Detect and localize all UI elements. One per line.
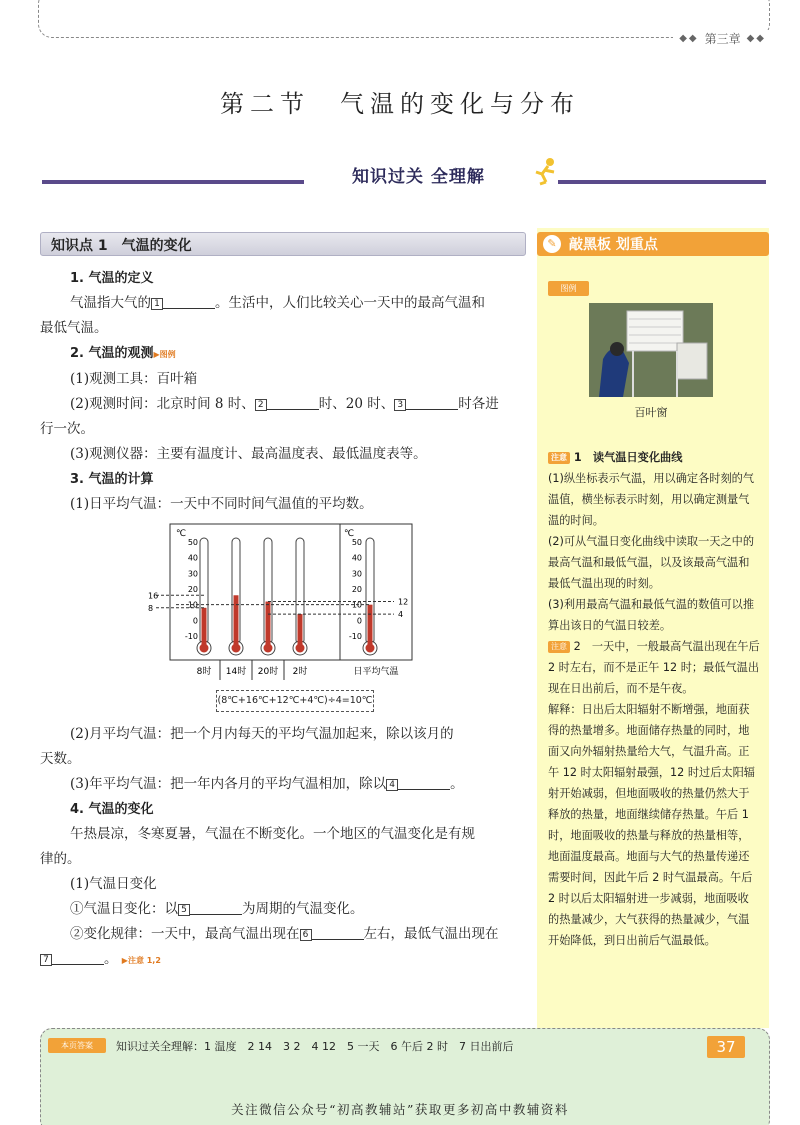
sidebar-header-text: 敲黑板 划重点 <box>569 237 658 253</box>
note1-p2: (2)可从气温日变化曲线中读取一天之中的最高气温和最低气温，以及该最高气温和最低气温出现的时刻。 <box>548 535 755 590</box>
unit-label-left: ℃ <box>176 529 187 539</box>
answer-blank-6[interactable] <box>312 924 364 940</box>
chapter-tag: ◆◆ 第三章 ◆◆ <box>673 30 772 47</box>
scale-tick-label: 40 <box>187 553 198 563</box>
pencil-icon: ✎ <box>543 235 561 253</box>
answer-blank-3[interactable] <box>406 394 458 410</box>
left-mark-label: 8 <box>148 603 154 613</box>
time-label: 14时 <box>225 667 247 677</box>
banner-text: 知识过关 全理解 <box>352 167 485 187</box>
answer-text: 知识过关全理解：1 温度 2 14 3 2 4 12 5 一天 6 午后 2 时 7 日出前后 <box>116 1040 514 1053</box>
s4-line: 律的。 <box>40 851 81 867</box>
main-content <box>40 266 526 517</box>
s4-line: (1)气温日变化 <box>70 876 157 892</box>
scale-tick-label-right: 30 <box>351 569 362 579</box>
s2-line: (2)观测时间：北京时间 8 时、 <box>70 396 255 412</box>
thermometer-figure <box>146 522 416 682</box>
time-label: 8时 <box>196 667 212 677</box>
s4-line: ②变化规律：一天中，最高气温出现在 <box>70 926 300 942</box>
scale-tick-label-right: -10 <box>348 632 362 641</box>
runner-icon <box>532 156 560 186</box>
s1-text: 气温指大气的 <box>70 295 151 311</box>
banner-line-left <box>42 180 304 184</box>
knowledge-point-header: 知识点 1 气温的变化 <box>40 232 526 256</box>
section-title: 第二节 气温的变化与分布 <box>220 90 580 118</box>
mercury-bar <box>202 608 207 646</box>
s3-line: (3)年平均气温：把一年内各月的平均气温相加，除以 <box>70 776 387 792</box>
louver-box-photo <box>589 303 713 397</box>
answer-blank-1[interactable] <box>163 293 215 309</box>
scale-tick-label: 20 <box>187 585 198 594</box>
scale-tick-label: 30 <box>187 569 198 579</box>
banner <box>42 160 766 190</box>
note2-explanation: 解释：日出后太阳辐射不断增强，地面获得的热量增多。地面储存热量的同时，地面又向外辐射热量给大气，气温升高。正午 12 时太阳辐射最强，12 时过后太阳辐射开始减弱，但地面吸收的热量仍然大于释放的热量，地面继续储存热量。午后 1 时，地面吸收的热量与释放的热量相等，地面温度最高。地面与大气的热量传递还需要时间，因此午后 2 时气温最高。午后 2 时以后太阳辐射进一步减弱，地面吸收的热量减少，大气获得的热量减少，气温开始降低，到日出前后气温最低。 <box>548 703 755 947</box>
scale-tick-label-right: 0 <box>356 616 362 626</box>
answer-blank-2[interactable] <box>267 394 319 410</box>
scale-tick-label: 0 <box>192 616 198 626</box>
s3-line: (2)月平均气温：把一个月内每天的平均气温加起来，除以该月的 <box>70 726 454 742</box>
unit-label-right: ℃ <box>344 529 355 539</box>
blank-number: 6 <box>300 929 312 941</box>
s1-text: 。生活中，人们比较关心一天中的最高气温和 <box>215 295 485 311</box>
answer-blank-5[interactable] <box>190 899 242 915</box>
scale-tick-label: 10 <box>187 600 198 610</box>
right-mark-label: 4 <box>398 610 404 620</box>
note1-p1: (1)纵坐标表示气温，用以确定各时刻的气温值，横坐标表示时刻，用以确定测量气温的时间。 <box>548 472 755 527</box>
top-frame <box>38 0 770 38</box>
blank-number: 3 <box>394 399 406 411</box>
scale-tick-label-right: 10 <box>351 600 362 610</box>
avg-label: 日平均气温 <box>353 667 399 677</box>
mercury-bar <box>298 614 303 646</box>
scale-tick-label: 50 <box>187 538 198 547</box>
answer-badge: 本页答案 <box>48 1038 106 1053</box>
blank-number: 1 <box>151 298 163 310</box>
note-pill: 注意 <box>548 641 570 653</box>
blank-number: 5 <box>178 904 190 916</box>
s4-title: 4. 气温的变化 <box>70 802 154 817</box>
s3-line: (1)日平均气温：一天中不同时间气温值的平均数。 <box>70 496 373 512</box>
s4-line: 午热晨凉，冬寒夏暑，气温在不断变化。一个地区的气温变化是有规 <box>70 826 475 842</box>
s2-title: 2. 气温的观测 <box>70 346 154 361</box>
left-mark-label: 16 <box>148 591 159 601</box>
mercury-bar <box>368 605 373 646</box>
note-tag: ▶注意 1,2 <box>121 956 161 965</box>
s4-line: 。 <box>104 951 118 967</box>
note-pill: 注意 <box>548 452 570 464</box>
scale-tick-label-right: 40 <box>351 553 362 563</box>
note1-p3: (3)利用最高气温和最低气温的数值可以推算出该日的气温日较差。 <box>548 598 755 632</box>
s2-line: 行一次。 <box>40 421 94 437</box>
s4-line: ①气温日变化：以 <box>70 901 178 917</box>
s3-line: 。 <box>450 776 464 792</box>
s4-line: 为周期的气温变化。 <box>242 901 364 917</box>
main-content-2 <box>40 722 526 973</box>
blank-number: 7 <box>40 954 52 966</box>
s2-line: (1)观测工具：百叶箱 <box>70 371 198 387</box>
time-label: 2时 <box>292 667 308 677</box>
right-mark-label: 12 <box>398 597 409 607</box>
s2-line: 时、20 时、 <box>318 396 395 412</box>
answer-blank-7[interactable] <box>52 949 104 965</box>
s1-title: 1. 气温的定义 <box>70 271 154 286</box>
footer-note: 关注微信公众号“初高教辅站”获取更多初高中教辅资料 <box>231 1102 569 1117</box>
banner-line-right <box>558 180 766 184</box>
scale-tick-label-right: 50 <box>351 538 362 547</box>
s3-title: 3. 气温的计算 <box>70 472 154 487</box>
s3-line: 天数。 <box>40 751 81 767</box>
answer-blank-4[interactable] <box>398 774 450 790</box>
formula: (8℃+16℃+12℃+4℃)÷4=10℃ <box>216 690 374 712</box>
legend-tag: ▶图例 <box>153 350 176 359</box>
time-label: 20时 <box>257 667 279 677</box>
sidebar-header <box>537 232 769 256</box>
photo-caption: 百叶窗 <box>634 406 668 419</box>
page-number: 37 <box>707 1036 745 1058</box>
blank-number: 4 <box>386 779 398 791</box>
note2-text: 2 一天中，一般最高气温出现在午后 2 时左右，而不是正午 12 时；最低气温出现在日出前后，而不是午夜。 <box>548 640 760 695</box>
sidebar-notes <box>548 447 760 951</box>
blank-number: 2 <box>255 399 267 411</box>
legend-badge: 图例 <box>548 281 589 296</box>
mercury-bar <box>266 602 271 646</box>
note1-title: 1 读气温日变化曲线 <box>573 451 683 464</box>
scale-tick-label-right: 20 <box>351 585 362 594</box>
s2-line: 时各进 <box>458 396 499 412</box>
s2-line: (3)观测仪器：主要有温度计、最高温度表、最低温度表等。 <box>70 446 427 462</box>
s1-text: 最低气温。 <box>40 320 108 336</box>
chapter-label: 第三章 <box>704 32 741 46</box>
scale-tick-label: -10 <box>184 632 198 641</box>
mercury-bar <box>234 595 239 646</box>
s4-line: 左右，最低气温出现在 <box>363 926 499 942</box>
